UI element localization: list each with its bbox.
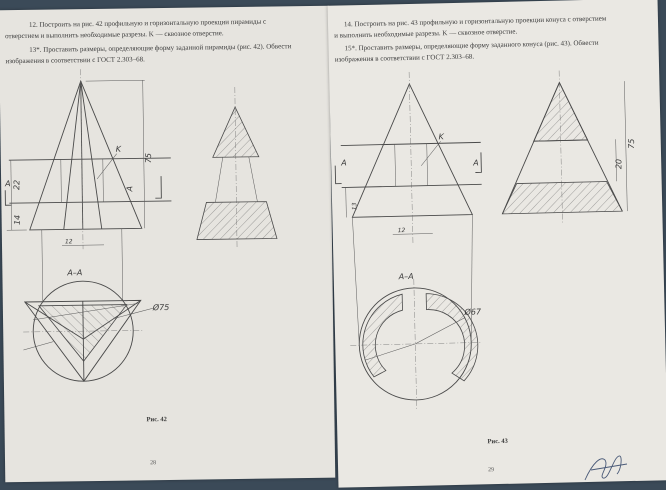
- top-view-section: [347, 214, 484, 410]
- dim-13-label: 13: [351, 202, 359, 211]
- task-14-text: 14. Построить на рис. 43 профильную и горизонтальную проекции конуса с отверстием: [343, 14, 607, 29]
- label-k: K: [115, 144, 121, 154]
- figure-42-caption: Рис. 42: [146, 416, 167, 424]
- hole-bottom-line: [9, 201, 171, 203]
- profile-bottom-section: [502, 181, 623, 214]
- diameter-label: Ø75: [152, 302, 170, 313]
- label-k: K: [438, 132, 444, 142]
- right-page-number: 29: [488, 467, 495, 474]
- profile-view: [195, 86, 277, 247]
- label-a-right: A: [125, 185, 135, 192]
- section-label: А–А: [398, 271, 414, 282]
- right-page: [328, 0, 666, 488]
- left-page-number: 28: [150, 460, 157, 467]
- figure-42-drawing: [0, 6, 335, 483]
- task-13-text-cont: изображения в соответствии с ГОСТ 2.303–68.: [5, 55, 145, 66]
- label-a-left: A: [341, 158, 347, 168]
- task-12-text-cont: отверстием и выполнить необходимые разрезы. K — сквозное отверстие.: [5, 29, 224, 41]
- section-label: А–А: [67, 268, 83, 278]
- section-arrow-left: [335, 166, 341, 184]
- task-12-text: 12. Построить на рис. 42 профильную и горизонтальную проекции пирамиды с: [28, 17, 267, 29]
- diameter-label: Ø67: [464, 307, 482, 317]
- figure-43-caption: Рис. 43: [487, 437, 508, 446]
- profile-bottom-section: [196, 201, 277, 239]
- task-15-text: 15*. Проставить размеры, определяющие форму заданного конуса (рис. 43). Обвести: [344, 38, 599, 53]
- front-view-pyramid: [3, 68, 172, 250]
- section-right-ring: [426, 292, 478, 381]
- left-page: [0, 6, 335, 483]
- section-left-ring: [362, 294, 404, 377]
- dim-12-label: 12: [397, 227, 406, 235]
- handwritten-signature: [583, 452, 633, 484]
- task-14-text-cont: и выполнить необходимые разрезы. K — сквозное отверстие.: [334, 27, 518, 40]
- dim-12-label: 12: [64, 238, 73, 246]
- dim-75-label: 75: [143, 152, 154, 164]
- dim-75-label: 75: [626, 138, 637, 149]
- label-a-left: A: [5, 179, 11, 189]
- profile-top-section: [532, 82, 587, 141]
- task-13-text: 13*. Проставить размеры, определяющие форму заданной пирамиды (рис. 42). Обвести: [29, 42, 292, 54]
- task-15-text-cont: изображения в соответствии с ГОСТ 2.303–68.: [334, 52, 475, 64]
- dim-22-label: 22: [12, 179, 22, 191]
- top-view-section: [22, 228, 171, 382]
- figure-43-drawing: [328, 0, 666, 488]
- profile-view-cone: [499, 69, 638, 224]
- section-arrow-right: [155, 176, 161, 198]
- dim-14-label: 14: [12, 214, 22, 226]
- dim-20-label: 20: [614, 158, 624, 170]
- pyramid-outline: [28, 80, 142, 230]
- front-view-cone: [333, 70, 483, 245]
- profile-top-section: [212, 107, 259, 158]
- label-a-right: A: [473, 158, 479, 168]
